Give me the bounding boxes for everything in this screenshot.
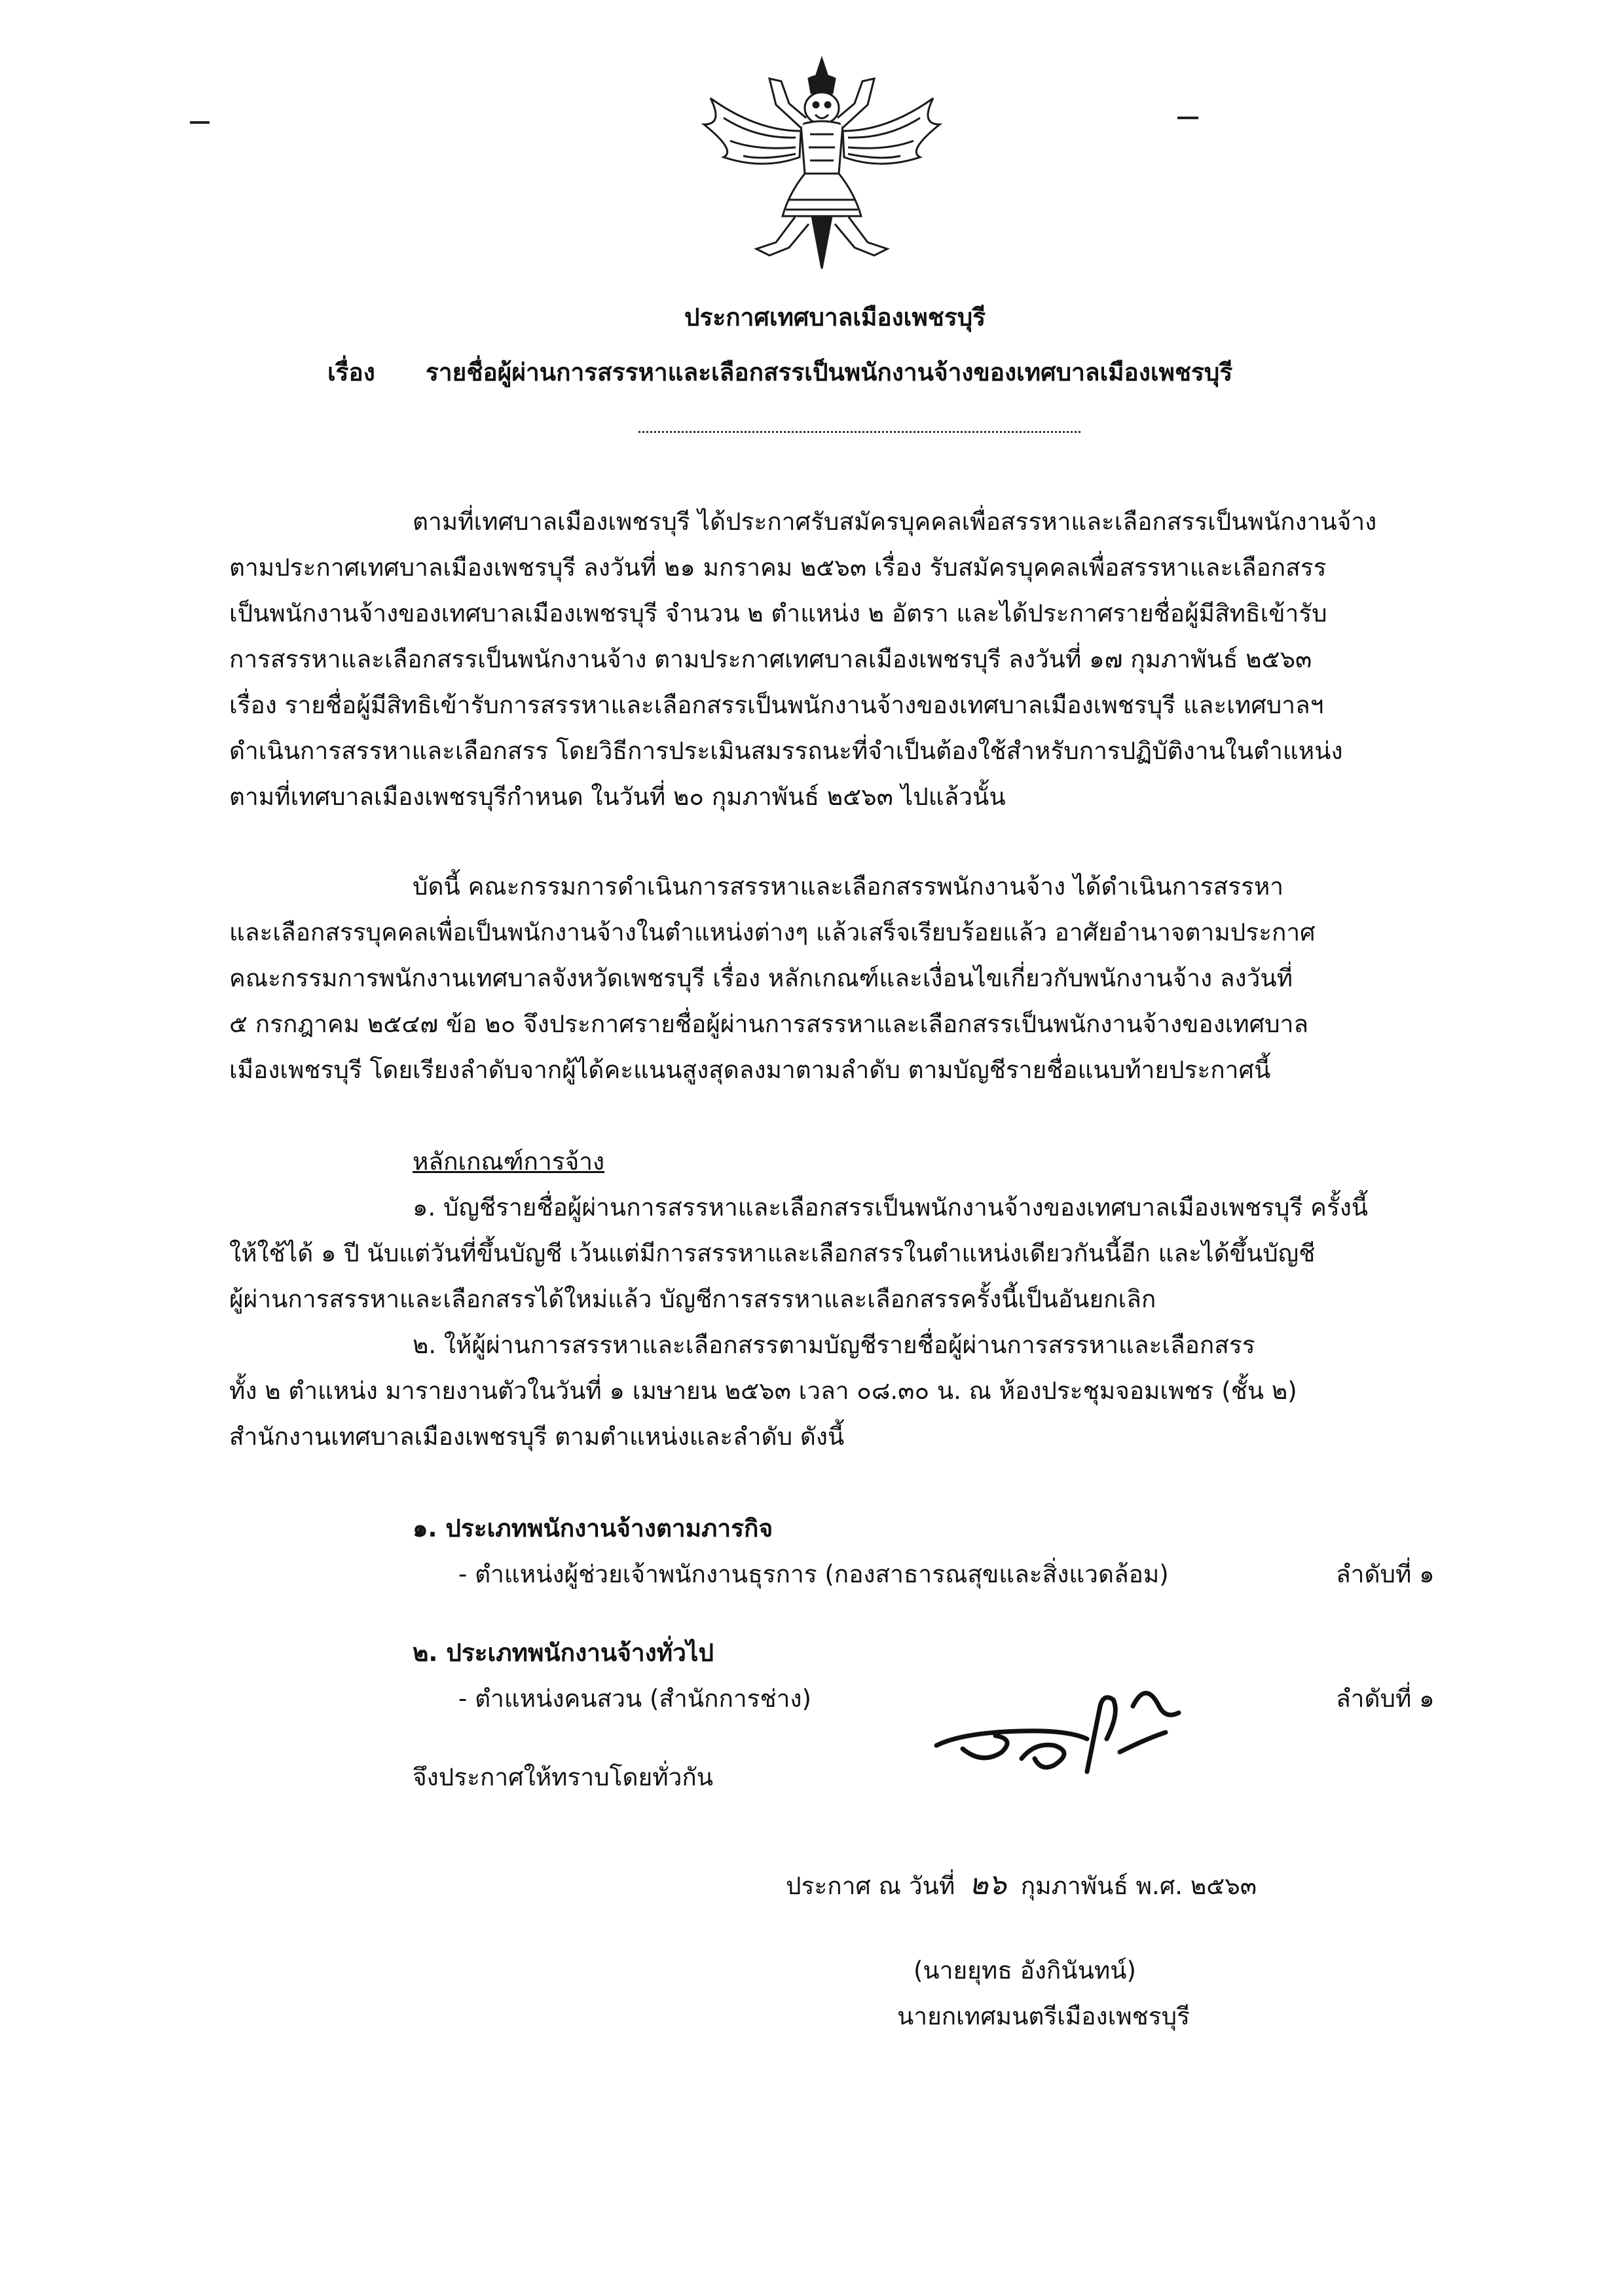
right-margin-dash: [1177, 117, 1198, 119]
criteria1-line: ผู้ผ่านการสรรหาและเลือกสรรได้ใหม่แล้ว บัญชีการสรรหาและเลือกสรรครั้งนี้เป็นอันยกเลิก: [229, 1285, 1156, 1313]
signer-title: นายกเทศมนตรีเมืองเพชรบุรี: [897, 2002, 1190, 2030]
date-suffix: กุมภาพันธ์ พ.ศ. ๒๕๖๓: [1020, 1872, 1257, 1900]
subject-label: เรื่อง: [327, 358, 375, 386]
criteria2-line: ทั้ง ๒ ตำแหน่ง มารายงานตัวในวันที่ ๑ เมษายน ๒๕๖๓ เวลา ๐๘.๓๐ น. ณ ห้องประชุมจอมเพชร (ชั้น ๒): [229, 1377, 1297, 1405]
mayor-signature: [923, 1667, 1225, 1791]
date-day: ๒๖: [969, 1868, 1006, 1901]
title-separator: [638, 431, 1080, 433]
left-margin-dash: [190, 121, 210, 124]
paragraph1-line: เป็นพนักงานจ้างของเทศบาลเมืองเพชรบุรี จำนวน ๒ ตำแหน่ง ๒ อัตรา และได้ประกาศรายชื่อผู้มีสิทธิเข้ารับ: [229, 599, 1327, 627]
category-position: - ตำแหน่งผู้ช่วยเจ้าพนักงานธุรการ (กองสาธารณสุขและสิ่งแวดล้อม): [458, 1560, 1169, 1588]
paragraph1-line: การสรรหาและเลือกสรรเป็นพนักงานจ้าง ตามประกาศเทศบาลเมืองเพชรบุรี ลงวันที่ ๑๗ กุมภาพันธ์ ๒๕๖๓: [229, 645, 1312, 673]
closing-line: จึงประกาศให้ทราบโดยทั่วกัน: [413, 1763, 714, 1791]
paragraph1-line: ดำเนินการสรรหาและเลือกสรร โดยวิธีการประเมินสมรรถนะที่จำเป็นต้องใช้สำหรับการปฏิบัติงานในตำแหน่ง: [229, 737, 1343, 765]
category-rank: ลำดับที่ ๑: [1336, 1685, 1435, 1713]
paragraph2-line: ๕ กรกฎาคม ๒๕๔๗ ข้อ ๒๐ จึงประกาศรายชื่อผู้ผ่านการสรรหาและเลือกสรรเป็นพนักงานจ้างของเทศบาล: [229, 1010, 1309, 1038]
subject-text: รายชื่อผู้ผ่านการสรรหาและเลือกสรรเป็นพนักงานจ้างของเทศบาลเมืองเพชรบุรี: [426, 358, 1233, 386]
criteria2-line: สำนักงานเทศบาลเมืองเพชรบุรี ตามตำแหน่งและลำดับ ดังนี้: [229, 1423, 845, 1451]
announcement-date: [786, 1868, 1257, 1903]
category-position: - ตำแหน่งคนสวน (สำนักการช่าง): [458, 1685, 811, 1713]
garuda-emblem: [684, 52, 959, 275]
date-prefix: ประกาศ ณ วันที่: [786, 1872, 955, 1900]
paragraph1-line: ตามที่เทศบาลเมืองเพชรบุรีกำหนด ในวันที่ ๒๐ กุมภาพันธ์ ๒๕๖๓ ไปแล้วนั้น: [229, 783, 1006, 811]
criteria-heading: หลักเกณฑ์การจ้าง: [413, 1148, 605, 1176]
criteria1-line: ให้ใช้ได้ ๑ ปี นับแต่วันที่ขึ้นบัญชี เว้นแต่มีการสรรหาและเลือกสรรในตำแหน่งเดียวกันนี้อีก และได้ขึ้นบัญชี: [229, 1239, 1316, 1267]
category-title: ๒. ประเภทพนักงานจ้างทั่วไป: [413, 1639, 714, 1667]
paragraph2-line: บัดนี้ คณะกรรมการดำเนินการสรรหาและเลือกสรรพนักงานจ้าง ได้ดำเนินการสรรหา: [413, 872, 1284, 901]
paragraph1-line: ตามประกาศเทศบาลเมืองเพชรบุรี ลงวันที่ ๒๑ มกราคม ๒๕๖๓ เรื่อง รับสมัครบุคคลเพื่อสรรหาและเลือกสรร: [229, 553, 1327, 582]
category-rank: ลำดับที่ ๑: [1336, 1560, 1435, 1588]
paragraph1-line: ตามที่เทศบาลเมืองเพชรบุรี ได้ประกาศรับสมัครบุคคลเพื่อสรรหาและเลือกสรรเป็นพนักงานจ้าง: [413, 508, 1377, 536]
paragraph2-line: และเลือกสรรบุคคลเพื่อเป็นพนักงานจ้างในตำแหน่งต่างๆ แล้วเสร็จเรียบร้อยแล้ว อาศัยอำนาจตามประกาศ: [229, 918, 1316, 946]
paragraph2-line: คณะกรรมการพนักงานเทศบาลจังหวัดเพชรบุรี เรื่อง หลักเกณฑ์และเงื่อนไขเกี่ยวกับพนักงานจ้าง ลงวันที่: [229, 964, 1293, 992]
criteria1-line: ๑. บัญชีรายชื่อผู้ผ่านการสรรหาและเลือกสรรเป็นพนักงานจ้างของเทศบาลเมืองเพชรบุรี ครั้งนี้: [413, 1193, 1369, 1222]
criteria2-line: ๒. ให้ผู้ผ่านการสรรหาและเลือกสรรตามบัญชีรายชื่อผู้ผ่านการสรรหาและเลือกสรร: [413, 1331, 1255, 1359]
category-title: ๑. ประเภทพนักงานจ้างตามภารกิจ: [413, 1514, 773, 1542]
announcement-title: ประกาศเทศบาลเมืองเพชรบุรี: [684, 303, 986, 331]
signer-name: (นายยุทธ อังกินันทน์): [913, 1956, 1136, 1985]
paragraph2-line: เมืองเพชรบุรี โดยเรียงลำดับจากผู้ได้คะแนนสูงสุดลงมาตามลำดับ ตามบัญชีรายชื่อแนบท้ายประกาศนี้: [229, 1056, 1271, 1084]
paragraph1-line: เรื่อง รายชื่อผู้มีสิทธิเข้ารับการสรรหาและเลือกสรรเป็นพนักงานจ้างของเทศบาลเมืองเพชรบุรี และเทศบาลฯ: [229, 691, 1324, 719]
